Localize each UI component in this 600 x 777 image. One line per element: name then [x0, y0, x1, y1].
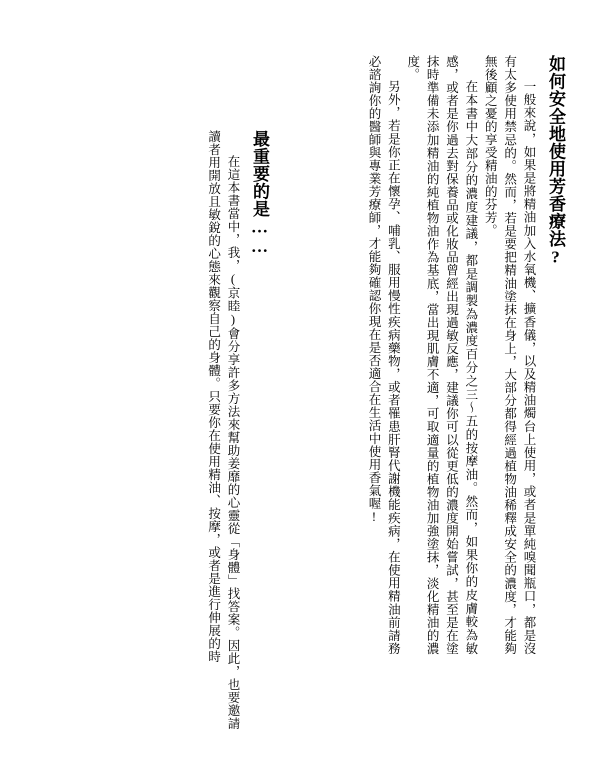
- section-heading-safety: 如何安全地使用芳香療法?: [546, 55, 565, 268]
- paragraph: 一般來說，如果是將精油加入水氧機、擴香儀，以及精油燭台上使用，或者是單純嗅聞瓶口，都是沒有太多使用禁忌的。然而，若是要把精油塗抹在身上，大部分都得經過植物油稀釋成安全的濃度，才能夠無後顧之憂的享受精油的芬芳。: [483, 55, 536, 655]
- section-body-most-important: [180, 130, 242, 730]
- paragraph: 另外，若是你正在懷孕、哺乳、服用慢性疾病藥物，或者罹患肝腎代謝機能疾病，在使用精油前請務必諮詢你的醫師與專業芳療師，才能夠確認你現在是否適合在生活中使用香氣喔!: [367, 55, 401, 655]
- section-body-safety: [286, 55, 538, 655]
- paragraph: 在這本書當中，我，(京睦)會分享許多方法來幫助姜靡的心靈從「身體」找答案。因此，也要邀請讀者用開放且敏銳的心態來觀察自己的身體。只要你在使用精油、按摩，或者是進行伸展的時: [206, 130, 240, 730]
- paragraph: 在本書中大部分的濃度建議，都是調製為濃度百分之三～五的按摩油。然而，如果你的皮膚較為敏感，或者是你過去對保養品或化妝品曾經出現過敏反應，建議你可以從更低的濃度開始嘗試，甚至是在塗抹時準備未添加精油的純植物油作為基底，當出現肌膚不適，可取適量的植物油加強塗抹，淡化精油的濃度。: [405, 55, 478, 655]
- section-heading-most-important: 最重要的是……: [250, 130, 269, 257]
